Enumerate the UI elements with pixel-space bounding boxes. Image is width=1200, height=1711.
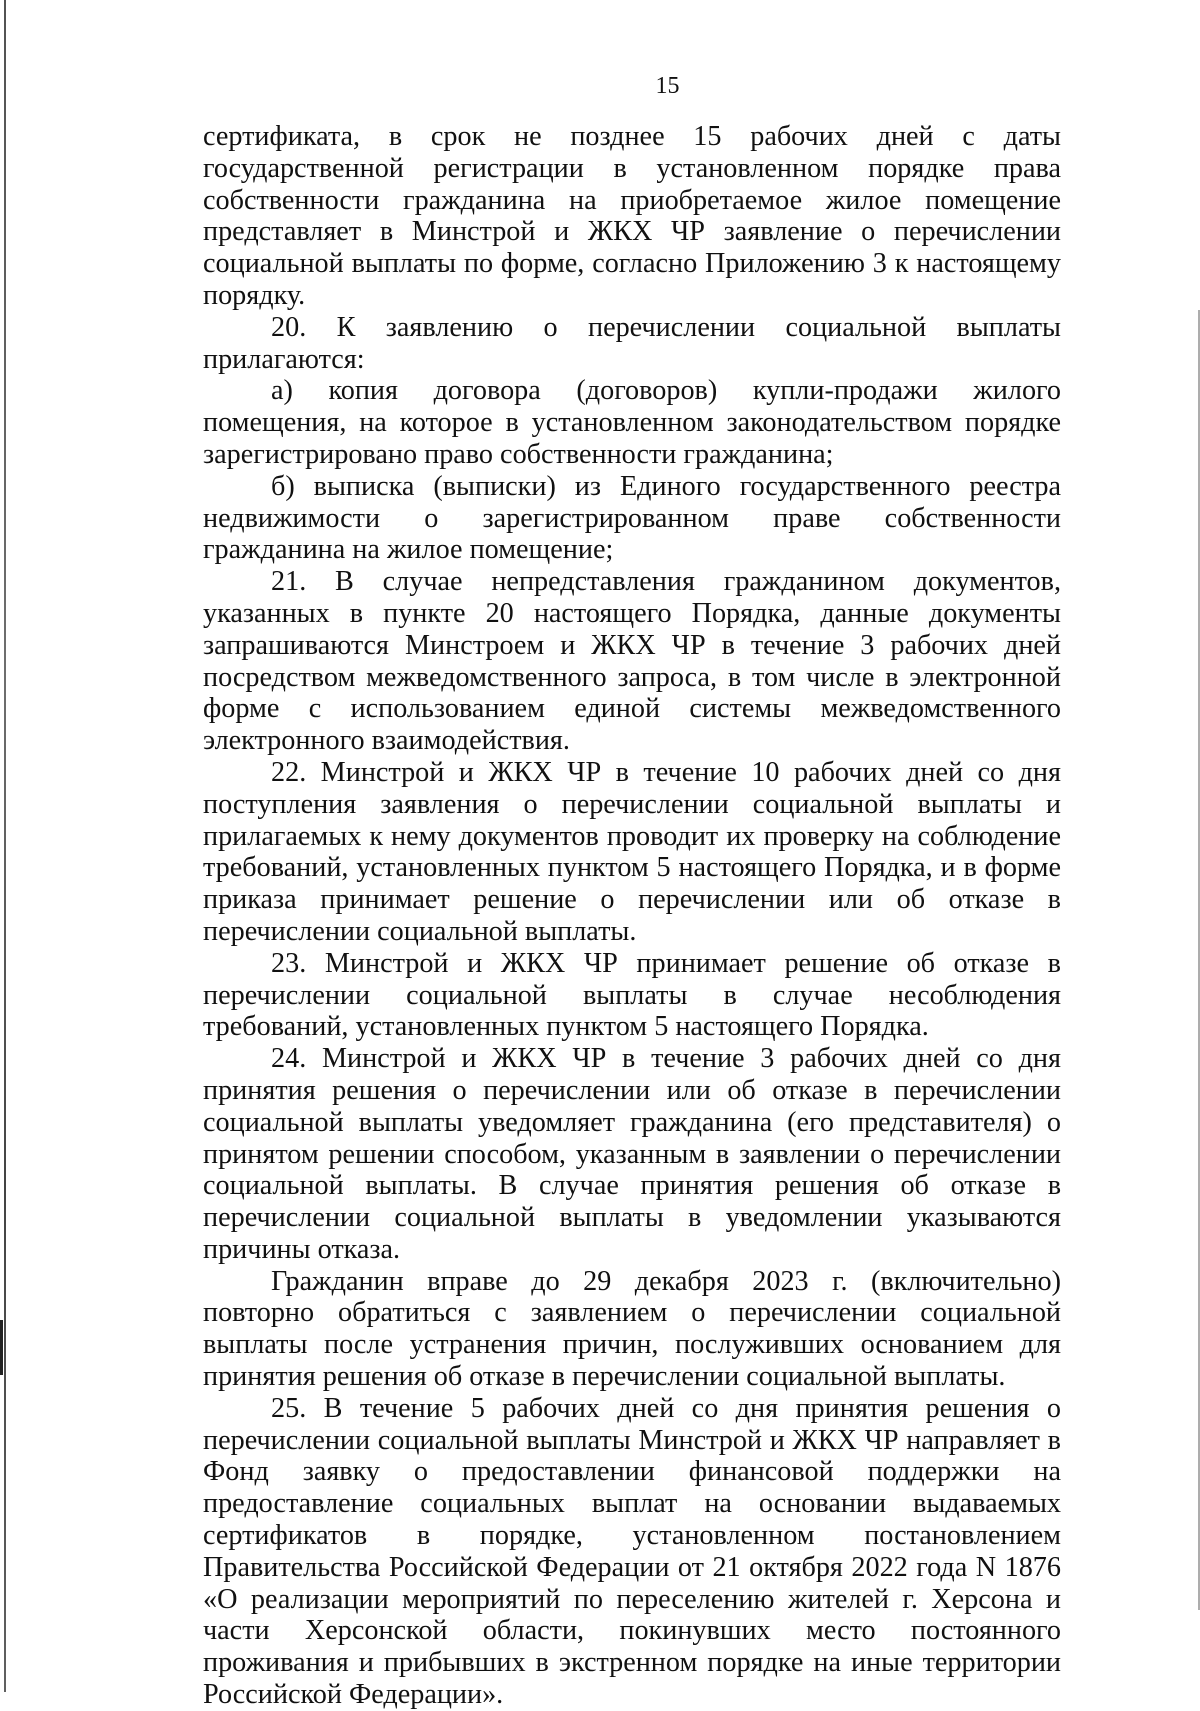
paragraph-24-repeat-application: Гражданин вправе до 29 декабря 2023 г. (включительно) повторно обратиться с заявлением о перечислении социальной выплаты после устранения причин, послуживших основанием для принятия решения об отказе в перечислении социальной выплаты. [203,1265,1061,1393]
paragraph-24: 24. Минстрой и ЖКХ ЧР в течение 3 рабочих дней со дня принятия решения о перечислении или об отказе в перечислении социальной выплаты уведомляет гражданина (его представителя) о принятом решении способом, указанным в заявлении о перечислении социальной выплаты. В случае принятия решения об отказе в перечислении социальной выплаты в уведомлении указываются причины отказа. [203,1043,1061,1265]
page-number: 15 [655,73,680,99]
paragraph-25: 25. В течение 5 рабочих дней со дня принятия решения о перечислении социальной выплаты Минстрой и ЖКХ ЧР направляет в Фонд заявку о предоставлении финансовой поддержки на предоставление социальных выплат на основании выдаваемых сертификатов в порядке, установленном постановлением Правительства Российской Федерации от 21 октября 2022 года N 1876 «О реализации мероприятий по переселению жителей г. Херсона и части Херсонской области, покинувших место постоянного проживания и прибывших в экстренном порядке на иные территории Российской Федерации». [203,1392,1061,1711]
paragraph-23: 23. Минстрой и ЖКХ ЧР принимает решение об отказе в перечислении социальной выплаты в случае несоблюдения требований, установленных пунктом 5 настоящего Порядка. [203,947,1061,1043]
paragraph-20-a: а) копия договора (договоров) купли-продажи жилого помещения, на которое в установленном законодательством порядке зарегистрировано право собственности гражданина; [203,375,1061,470]
paragraph-continuation: сертификата, в срок не позднее 15 рабочих дней с даты государственной регистрации в установленном порядке права собственности гражданина на приобретаемое жилое помещение представляет в Минстрой и ЖКХ ЧР заявление о перечислении социальной выплаты по форме, согласно Приложению 3 к настоящему порядку. [203,121,1061,311]
scan-mark-left [0,1320,3,1375]
paragraph-21: 21. В случае непредставления гражданином документов, указанных в пункте 20 настоящего Порядка, данные документы запрашиваются Минстроем и ЖКХ ЧР в течение 3 рабочих дней посредством межведомственного запроса, в том числе в электронной форме с использованием единой системы межведомственного электронного взаимодействия. [203,566,1061,757]
scan-edge-left [4,0,6,1692]
paragraph-20: 20. К заявлению о перечислении социальной выплаты прилагаются: [203,311,1061,375]
paragraph-22: 22. Минстрой и ЖКХ ЧР в течение 10 рабочих дней со дня поступления заявления о перечислении социальной выплаты и прилагаемых к нему документов проводит их проверку на соблюдение требований, установленных пунктом 5 настоящего Порядка, и в форме приказа принимает решение о перечислении или об отказе в перечислении социальной выплаты. [203,756,1061,947]
document-body [203,121,1061,1711]
paragraph-20-b: б) выписка (выписки) из Единого государственного реестра недвижимости о зарегистрированном праве собственности гражданина на жилое помещение; [203,470,1061,566]
